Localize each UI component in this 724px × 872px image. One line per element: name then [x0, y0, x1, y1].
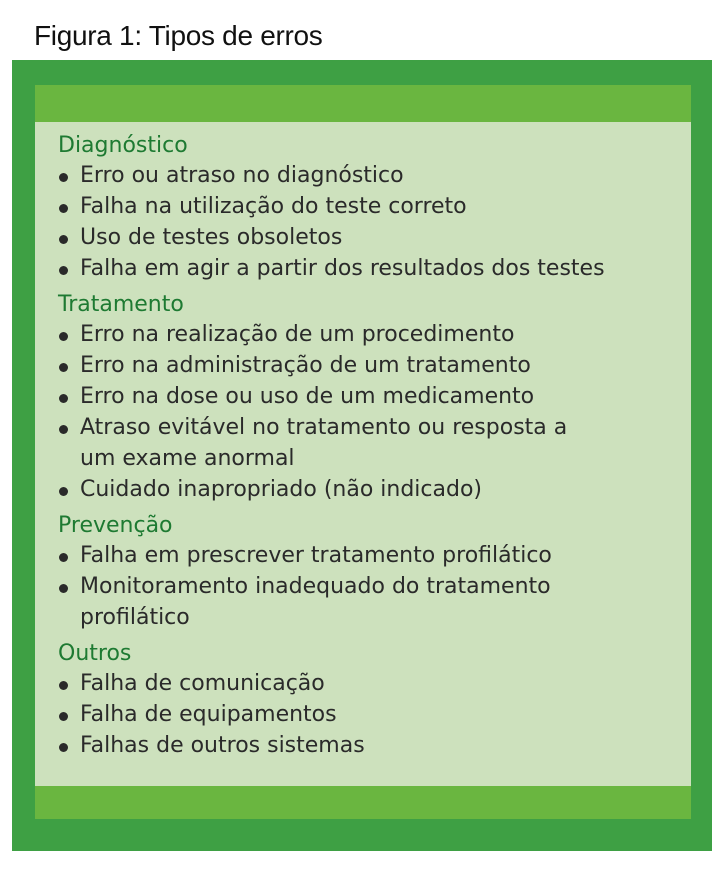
list-item-text: Erro na administração de um tratamento: [80, 353, 531, 378]
list-item-text: Monitoramento inadequado do tratamento profilático: [80, 574, 551, 630]
section-heading: Outros: [58, 641, 132, 666]
bullet-list: [58, 319, 678, 505]
list-item-text: Falhas de outros sistemas: [80, 733, 365, 758]
list-item: [58, 730, 678, 761]
section-outros: [58, 639, 678, 761]
bullet-icon: [59, 584, 68, 593]
bullet-icon: [59, 553, 68, 562]
list-item: [58, 319, 678, 350]
list-item-text: Falha em agir a partir dos resultados dos testes: [80, 256, 605, 281]
list-item-text: Falha em prescrever tratamento profilático: [80, 543, 552, 568]
list-item: [58, 571, 678, 633]
list-item: [58, 412, 678, 474]
list-item: [58, 668, 678, 699]
list-item: [58, 381, 678, 412]
list-item: [58, 160, 678, 191]
section-heading: Tratamento: [58, 292, 184, 317]
section-tratamento: [58, 290, 678, 505]
error-types-content: [58, 131, 678, 767]
bullet-icon: [59, 743, 68, 752]
list-item-text: Falha de equipamentos: [80, 702, 337, 727]
list-item: [58, 222, 678, 253]
bullet-list: [58, 668, 678, 761]
list-item: [58, 540, 678, 571]
bullet-icon: [59, 681, 68, 690]
bullet-icon: [59, 235, 68, 244]
list-item-text: Falha de comunicação: [80, 671, 325, 696]
list-item: [58, 350, 678, 381]
bullet-icon: [59, 487, 68, 496]
list-item: [58, 474, 678, 505]
bullet-icon: [59, 332, 68, 341]
bullet-list: [58, 160, 678, 284]
list-item-text: Erro na dose ou uso de um medicamento: [80, 384, 535, 409]
list-item-text: Falha na utilização do teste correto: [80, 194, 467, 219]
list-item: [58, 191, 678, 222]
section-prevencao: [58, 511, 678, 633]
bullet-icon: [59, 204, 68, 213]
bullet-list: [58, 540, 678, 633]
list-item-text: Atraso evitável no tratamento ou resposta a um exame anormal: [80, 415, 568, 471]
list-item-text: Cuidado inapropriado (não indicado): [80, 477, 483, 502]
bullet-icon: [59, 425, 68, 434]
list-item: [58, 699, 678, 730]
list-item: [58, 253, 678, 284]
frame-bottom-band: [35, 786, 691, 819]
bullet-icon: [59, 394, 68, 403]
list-item-text: Erro na realização de um procedimento: [80, 322, 515, 347]
section-heading: Prevenção: [58, 513, 173, 538]
list-item-text: Erro ou atraso no diagnóstico: [80, 163, 404, 188]
bullet-icon: [59, 363, 68, 372]
bullet-icon: [59, 712, 68, 721]
figure-title: Figura 1: Tipos de erros: [34, 20, 323, 51]
bullet-icon: [59, 173, 68, 182]
section-diagnostico: [58, 131, 678, 284]
frame-top-band: [35, 85, 691, 122]
bullet-icon: [59, 266, 68, 275]
error-types-panel: [35, 122, 691, 786]
section-heading: Diagnóstico: [58, 133, 188, 158]
list-item-text: Uso de testes obsoletos: [80, 225, 343, 250]
